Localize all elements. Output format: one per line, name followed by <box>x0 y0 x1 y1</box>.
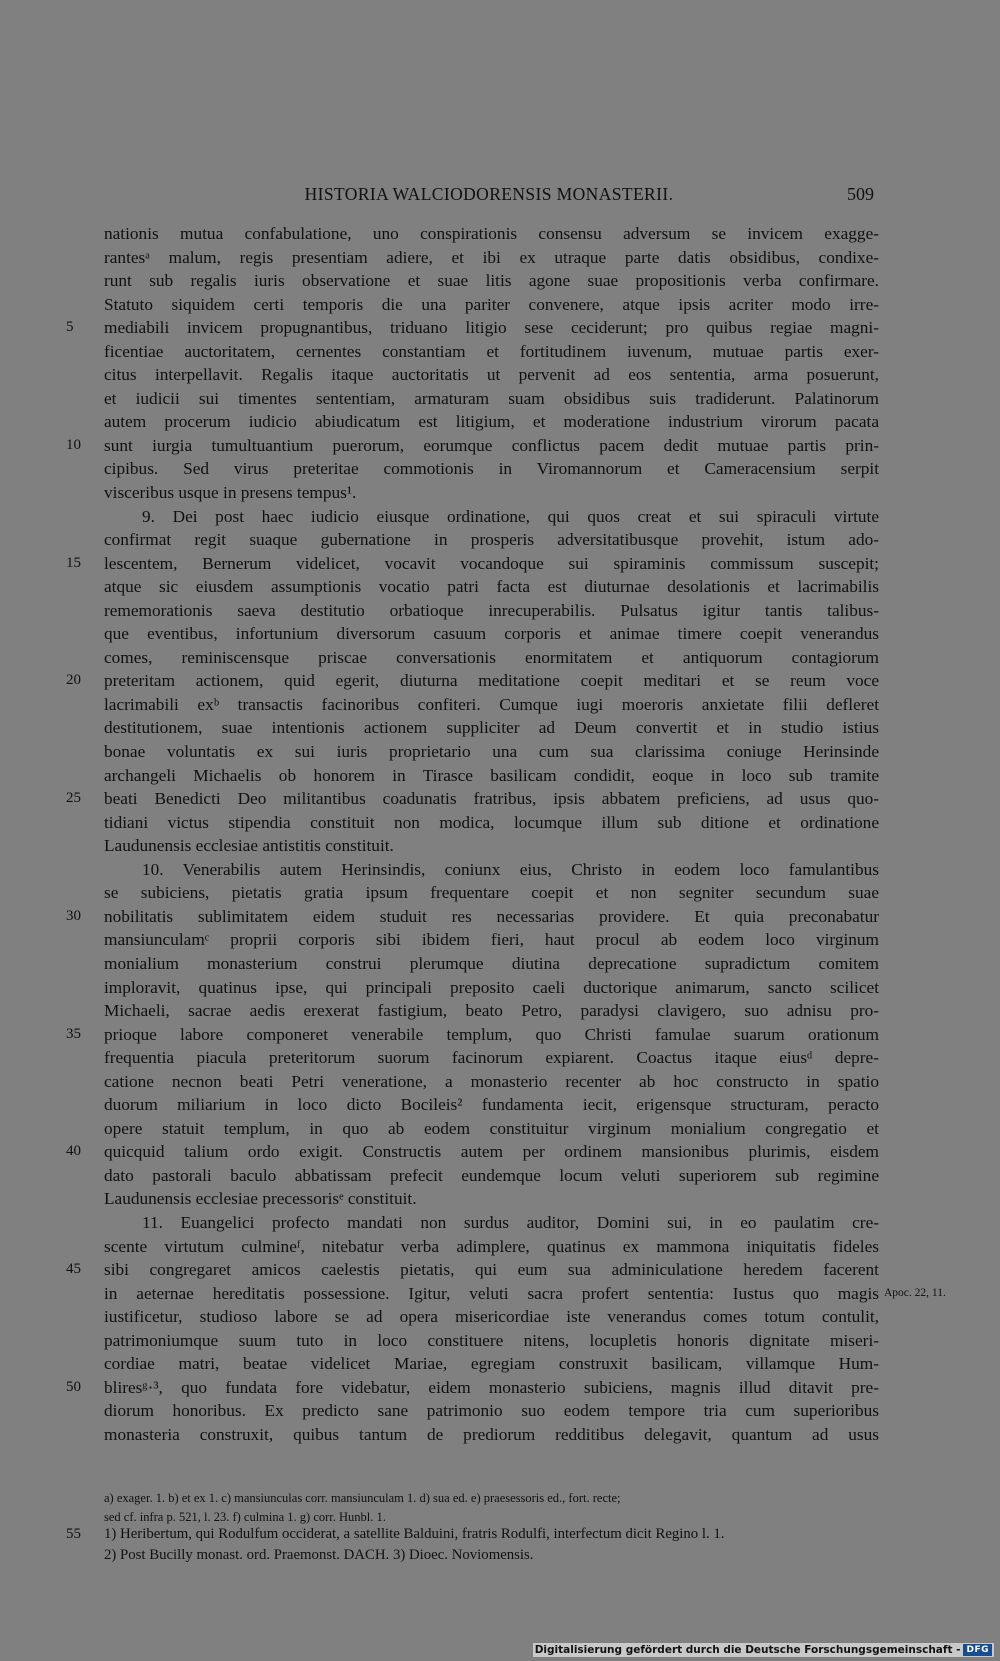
text-line <box>66 669 879 693</box>
line-text: diorum honoribus. Ex predicto sane patrimonio suo eodem tempore tria cum superioribus <box>104 1401 879 1421</box>
marginal-reference: Apoc. 22, 11. <box>884 1286 946 1299</box>
text-line <box>104 599 879 623</box>
line-text: quicquid talium ordo exigit. Constructis autem per ordinem mansionibus plurimis, eisdem <box>104 1142 879 1162</box>
text-line <box>104 410 879 434</box>
text-line <box>104 1329 879 1353</box>
line-text: lacrimabili exᵇ transactis facinoribus confiteri. Cumque iugi moeroris anxietate filii defleret <box>104 694 879 714</box>
text-line <box>104 481 879 505</box>
line-text: Statuto siquidem certi temporis die una pariter convenere, atque ipsis acriter modo irre- <box>104 294 879 314</box>
text-line <box>104 222 879 246</box>
line-text: sunt iurgia tumultuantium puerorum, eorumque conflictus pacem dedit mutuae partis prin- <box>104 435 879 455</box>
line-text: catione necnon beati Petri veneratione, a monasterio recenter ab hoc constructo in spatio <box>104 1071 879 1091</box>
text-line <box>66 1376 879 1400</box>
text-line <box>104 528 879 552</box>
text-line <box>104 505 879 529</box>
line-text: runt sub regalis iuris observatione et suae litis agone suae propositionis verba confirmare. <box>104 271 879 291</box>
text-line <box>104 952 879 976</box>
line-text: patrimoniumque suum tuto in loco constituere nitens, locupletis honoris dignitate miseri- <box>104 1330 879 1350</box>
line-text: frequentia piacula preteritorum suorum facinorum expiarent. Coactus itaque eiusᵈ depre- <box>104 1048 879 1068</box>
text-line <box>66 1140 879 1164</box>
text-line <box>104 575 879 599</box>
text-line <box>104 293 879 317</box>
footnotes <box>66 1524 894 1566</box>
running-title: HISTORIA WALCIODORENSIS MONASTERII. <box>304 184 674 204</box>
text-line <box>104 1117 879 1141</box>
text-line <box>104 1305 879 1329</box>
line-text: mediabili invicem propugnantibus, triduano litigio sese ceciderunt; pro quibus regiae magni- <box>104 318 879 338</box>
text-line <box>104 246 879 270</box>
text-line <box>66 1258 879 1282</box>
line-number: 35 <box>66 1025 81 1042</box>
line-text: mansiunculamᶜ proprii corporis sibi ibidem fieri, haut procul ab eodem loco virginum <box>104 930 879 950</box>
line-text: bliresᵍ·³, quo fundata fore videbatur, eidem monasterio subiciens, magnis illud ditavit pre- <box>104 1377 879 1397</box>
line-text: nobilitatis sublimitatem eidem studuit res necessarias providere. Et quia preconabatur <box>104 906 879 926</box>
line-text: cipibus. Sed virus preteritae commotionis in Viromannorum et Cameracensium serpit <box>104 459 879 479</box>
line-text: beati Benedicti Deo militantibus coadunatis fratribus, ipsis abbatem preficiens, ad usus quo- <box>104 789 879 809</box>
text-line <box>104 881 879 905</box>
text-line <box>104 387 879 411</box>
line-text: sibi congregaret amicos caelestis pietatis, qui eum sua adminiculatione heredem facerent <box>104 1260 879 1280</box>
text-line <box>104 1187 879 1211</box>
text-line <box>104 363 879 387</box>
text-line <box>66 316 879 340</box>
text-line <box>104 1423 879 1447</box>
line-text: visceribus usque in presens tempus¹. <box>104 483 357 503</box>
critical-note-line: a) exager. 1. b) et ex 1. c) mansiunculas corr. mansiunculam 1. d) sua ed. e) praesessoris ed., fort. recte; <box>104 1491 621 1505</box>
critical-apparatus <box>104 1489 879 1527</box>
line-text: citus interpellavit. Regalis itaque auctoritatis ut pervenit ad eos sententia, arma posuerunt, <box>104 365 879 385</box>
line-number: 5 <box>66 319 74 336</box>
text-line <box>104 1235 879 1259</box>
line-number: 55 <box>66 1526 81 1542</box>
text-line <box>104 646 879 670</box>
line-text: Michaeli, sacrae aedis erexerat fastigium, beato Petro, paradysi clavigero, suo adnisu pro- <box>104 1001 879 1021</box>
critical-note-line: sed cf. infra p. 521, l. 23. f) culmina 1. g) corr. Hunbl. 1. <box>104 1510 386 1524</box>
page-number: 509 <box>847 184 874 204</box>
footnote-line <box>66 1524 894 1545</box>
line-text: 9. Dei post haec iudicio eiusque ordinatione, qui quos creat et sui spiraculi virtute <box>142 506 879 526</box>
line-number: 45 <box>66 1261 81 1278</box>
line-text: 10. Venerabilis autem Herinsindis, coniunx eius, Christo in eodem loco famulantibus <box>142 859 879 879</box>
line-text: bonae voluntatis ex sui iuris proprietario una cum sua clarissima coniuge Herinsinde <box>104 742 879 762</box>
text-line <box>104 1352 879 1376</box>
digitization-text: Digitalisierung gefördert durch die Deutsche Forschungsgemeinschaft - <box>534 1644 961 1656</box>
running-head <box>104 184 874 210</box>
text-line <box>104 622 879 646</box>
line-text: lescentem, Bernerum videlicet, vocavit vocandoque sui spiraminis commissum suscepit; <box>104 553 879 573</box>
line-text: 11. Euangelici profecto mandati non surdus auditor, Domini sui, in eo paulatim cre- <box>142 1212 879 1232</box>
line-text: archangeli Michaelis ob honorem in Tirasce basilicam condidit, eoque in loco sub tramite <box>104 765 879 785</box>
text-line <box>104 740 879 764</box>
text-line <box>104 1093 879 1117</box>
text-line <box>104 1211 879 1235</box>
line-text: cordiae matri, beatae videlicet Mariae, egregiam construxit basilicam, villamque Hum- <box>104 1354 879 1374</box>
line-text: monialium monasterium construi plerumque diutina deprecatione supradictum comitem <box>104 953 879 973</box>
line-text: opere statuit templum, in quo ab eodem constituitur virginum monialium congregatio et <box>104 1118 879 1138</box>
line-text: preteritam actionem, quid egerit, diuturna meditatione coepit meditari et se reum voce <box>104 671 879 691</box>
line-text: nationis mutua confabulatione, uno conspirationis consensu adversum se invicem exagge- <box>104 224 879 243</box>
line-text: dato pastorali baculo abbatissam prefecit eundemque locum veluti superiorem sub regimine <box>104 1165 879 1185</box>
footnote-text: 2) Post Bucilly monast. ord. Praemonst. DACH. 3) Dioec. Noviomensis. <box>104 1547 534 1563</box>
text-line <box>104 716 879 740</box>
text-line <box>104 1046 879 1070</box>
line-text: iustificetur, studioso labore se ad opera misericordiae iste venerandus comes totum contulit, <box>104 1307 879 1327</box>
line-text: et iudicii sui timentes sententiam, armaturam suam obsidibus suis tradiderunt. Palatinorum <box>104 388 879 408</box>
text-line <box>104 269 879 293</box>
text-line <box>104 834 879 858</box>
text-line <box>104 999 879 1023</box>
line-text: se subiciens, pietatis gratia ipsum frequentare coepit et non segniter secundum suae <box>104 883 879 903</box>
text-line <box>104 457 879 481</box>
line-text: Laudunensis ecclesiae precessorisᵉ constituit. <box>104 1189 417 1209</box>
digitization-credit <box>533 1643 994 1657</box>
line-text: prioque labore componeret venerabile templum, quo Christi famulae suarum orationum <box>104 1024 879 1044</box>
line-text: tidiani victus stipendia constituit non modica, locumque illum sub ditione et ordinatione <box>104 812 879 832</box>
line-text: autem procerum iudicio abiudicatum est litigium, et moderatione industrium virorum pacata <box>104 412 879 432</box>
line-text: scente virtutum culmineᶠ, nitebatur verba adimplere, quatinus ex mammona iniquitatis fideles <box>104 1236 879 1256</box>
body-text <box>66 222 946 1446</box>
line-text: destitutionem, suae intentionis actionem suppliciter ad Deum convertit et in studio istius <box>104 718 879 738</box>
text-line <box>66 1023 879 1047</box>
footnote-line <box>104 1545 894 1566</box>
line-number: 30 <box>66 907 81 924</box>
text-line <box>104 1070 879 1094</box>
text-line <box>104 340 879 364</box>
text-line <box>104 928 879 952</box>
text-line <box>104 811 879 835</box>
line-text: ficentiae auctoritatem, cernentes constantiam et fortitudinem iuvenum, mutuae partis exer- <box>104 341 879 361</box>
line-number: 15 <box>66 554 81 571</box>
text-line <box>104 1282 946 1306</box>
text-line <box>66 787 879 811</box>
line-text: atque sic eiusdem assumptionis vocatio patri facta est diuturnae desolationis et lacrimabilis <box>104 577 879 597</box>
line-number: 10 <box>66 436 81 453</box>
line-text: rantesᵃ malum, regis presentiam adiere, et ibi ex utraque parte datis obsidibus, condixe- <box>104 247 879 267</box>
line-text: Laudunensis ecclesiae antistitis constituit. <box>104 836 394 856</box>
footnote-text: 1) Heribertum, qui Rodulfum occiderat, a satellite Balduini, fratris Rodulfi, interfectum dicit Regino l. 1. <box>104 1526 725 1542</box>
text-line <box>104 1399 879 1423</box>
text-line <box>104 858 879 882</box>
line-number: 40 <box>66 1143 81 1160</box>
line-text: duorum miliarium in loco dicto Bocileis² fundamenta iecit, erigensque structuram, peracto <box>104 1095 879 1115</box>
line-text: comes, reminiscensque priscae conversationis enormitatem et antiquorum contagiorum <box>104 647 879 667</box>
line-text: in aeternae hereditatis possessione. Igitur, veluti sacra profert sententia: Iustus quo magis <box>104 1283 879 1303</box>
line-text: rememorationis saeva destitutio orbatioque inrecuperabilis. Pulsatus igitur tantis talibus- <box>104 600 879 620</box>
line-text: confirmat regit suaque gubernatione in prosperis adversitatibusque provehit, istum ado- <box>104 530 879 550</box>
line-text: monasteria construxit, quibus tantum de prediorum redditibus delegavit, quantum ad usus <box>104 1424 879 1444</box>
text-line <box>104 693 879 717</box>
text-line <box>66 905 879 929</box>
line-number: 50 <box>66 1378 81 1395</box>
line-number: 25 <box>66 790 81 807</box>
text-line <box>104 976 879 1000</box>
text-line <box>104 1164 879 1188</box>
text-line <box>104 764 879 788</box>
dfg-logo-icon: DFG <box>963 1644 992 1656</box>
line-text: que eventibus, infortunium diversorum casuum corporis et animae timere coepit venerandus <box>104 624 879 644</box>
line-text: imploravit, quatinus ipse, qui principali preposito caeli ductorique animarum, sancto scilicet <box>104 977 879 997</box>
text-line <box>66 434 879 458</box>
text-line <box>66 552 879 576</box>
line-number: 20 <box>66 672 81 689</box>
